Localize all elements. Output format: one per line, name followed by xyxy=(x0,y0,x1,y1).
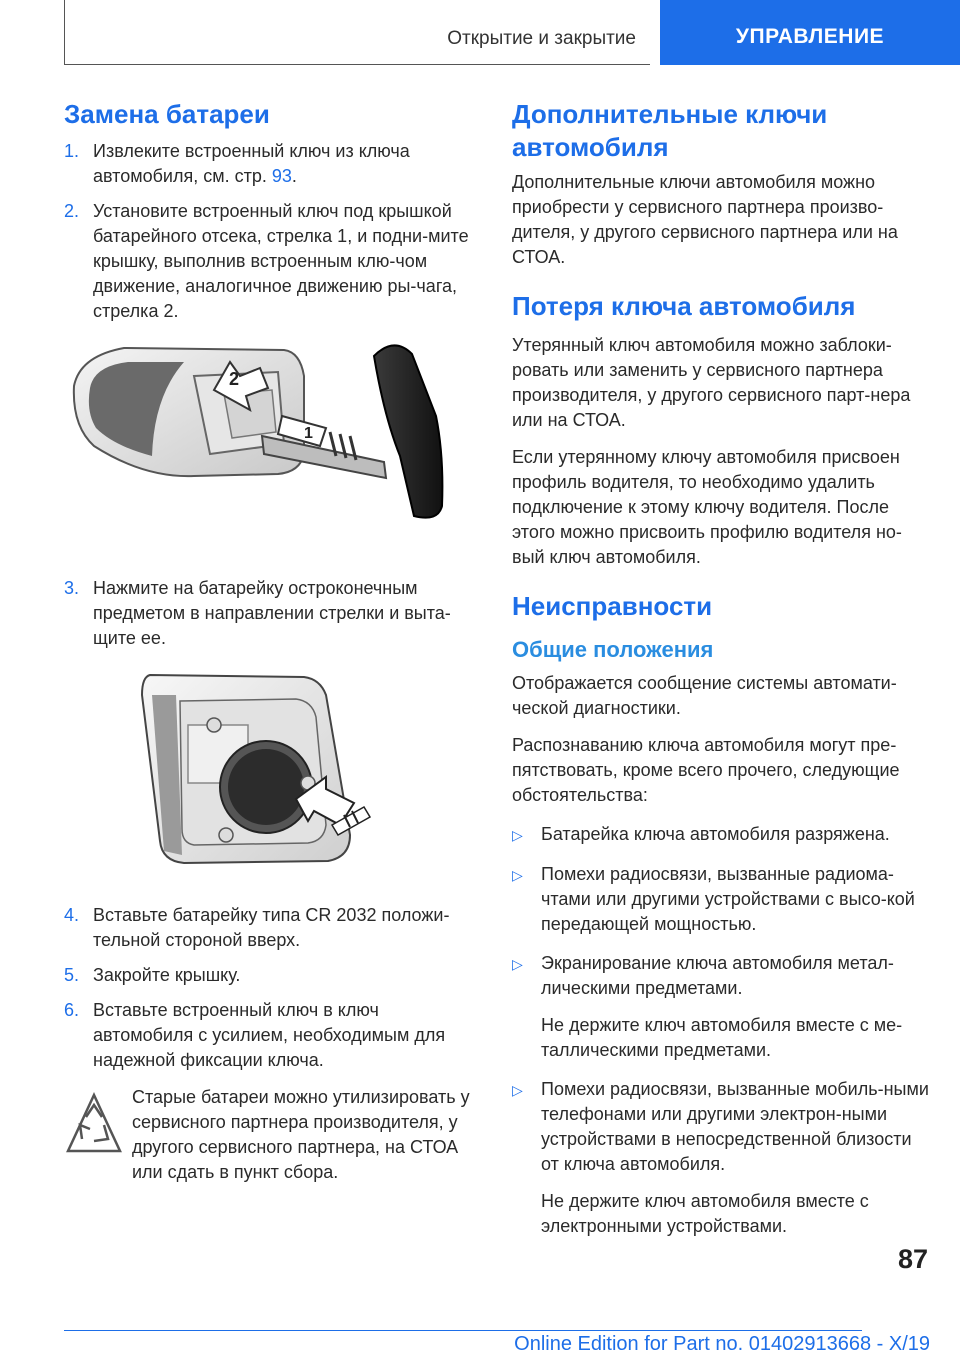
recycling-icon xyxy=(64,1091,124,1157)
step-5: 5. Закройте крышку. xyxy=(64,965,241,985)
bullet-item: ▷ Помехи радиосвязи, вызванные мобиль-ными телефонами или другими электрон-ными устройствами в непосредственной близости от ключа автомобиля. xyxy=(512,1077,932,1177)
general-text-2: Распознаванию ключа автомобиля могут пре-пятствовать, кроме всего прочего, следующие обстоятельства: xyxy=(512,735,900,805)
recycling-note xyxy=(64,1085,476,1185)
step-6: 6. Вставьте встроенный ключ в ключ автомобиля с усилием, необходимым для надежной фиксации ключа. xyxy=(64,1000,446,1070)
chapter-label: УПРАВЛЕНИЕ xyxy=(735,24,885,48)
lost-key-text-1: Утерянный ключ автомобиля можно заблоки-ровать или заменить у сервисного партнера производителя, у другого сервисного парт-нера или на СТОА. xyxy=(512,335,911,430)
triangle-bullet-icon: ▷ xyxy=(512,867,523,883)
bullet-note: Не держите ключ автомобиля вместе с электронными устройствами. xyxy=(541,1191,869,1236)
battery-compartment-figure xyxy=(64,665,476,887)
recycling-note-text: Старые батареи можно утилизировать у сервисного партнера производителя, у другого сервисного партнера, на СТОА или сдать в пункт сбора. xyxy=(132,1087,470,1182)
bullet-item: ▷ Помехи радиосвязи, вызванные радиома-чтами или другими устройствами с высо-кой передающей мощностью. xyxy=(512,862,932,937)
battery-replacement-heading: Замена батареи xyxy=(64,99,270,129)
lost-key-text-2: Если утерянному ключу автомобиля присвоен профиль водителя, то необходимо удалить подключение к этому ключу водителя. После этого можно присвоить профилю водителя но-вый ключ автомобиля. xyxy=(512,447,902,567)
step-4: 4. Вставьте батарейку типа CR 2032 положи-тельной стороной вверх. xyxy=(64,905,450,950)
key-blade-illustration xyxy=(64,336,464,568)
left-column xyxy=(64,98,476,1185)
key-blade-figure xyxy=(64,336,476,568)
triangle-bullet-icon: ▷ xyxy=(512,956,523,972)
section-title: Открытие и закрытие xyxy=(447,28,636,49)
edition-info: Online Edition for Part no. 01402913668 - X/19 xyxy=(514,1333,930,1355)
arrow-2-label: 2 xyxy=(229,369,240,389)
triangle-bullet-icon: ▷ xyxy=(512,1082,523,1098)
right-column xyxy=(512,98,932,1239)
extra-keys-text: Дополнительные ключи автомобиля можно приобрести у сервисного партнера произво-дителя, у другого сервисного партнера или на СТОА. xyxy=(512,172,898,267)
general-text-1: Отображается сообщение системы автомати-ческой диагностики. xyxy=(512,673,897,718)
malfunctions-heading: Неисправности xyxy=(512,591,713,621)
step-2: 2. Установите встроенный ключ под крышкой батарейного отсека, стрелка 1, и подни-мите крышку, выполнив встроенным клю-чом движение, аналогичное движению ры-чага, стрелка 2. xyxy=(64,201,469,321)
battery-compartment-illustration xyxy=(64,665,464,887)
lost-key-heading: Потеря ключа автомобиля xyxy=(512,291,856,321)
bullet-item: ▷ Батарейка ключа автомобиля разряжена. xyxy=(512,822,932,848)
step-3: 3. Нажмите на батарейку остроконечным предметом в направлении стрелки и выта-щите ее. xyxy=(64,578,451,648)
triangle-bullet-icon: ▷ xyxy=(512,827,523,843)
bullet-item: ▷ Экранирование ключа автомобиля метал-лическими предметами. xyxy=(512,951,932,1001)
page-number: 87 xyxy=(897,1244,928,1274)
extra-keys-heading: Дополнительные ключи автомобиля xyxy=(512,99,828,162)
general-heading: Общие положения xyxy=(512,637,714,662)
chapter-tab[interactable] xyxy=(660,0,960,65)
bullet-note: Не держите ключ автомобиля вместе с ме-таллическими предметами. xyxy=(541,1015,903,1060)
header-rule xyxy=(64,64,650,65)
page-link-93[interactable]: 93 xyxy=(271,166,292,186)
footer-rule xyxy=(64,1330,862,1331)
arrow-1-label: 1 xyxy=(304,425,313,442)
step-1: 1. Извлеките встроенный ключ из ключа автомобиля, см. стр. 93. xyxy=(64,141,410,186)
